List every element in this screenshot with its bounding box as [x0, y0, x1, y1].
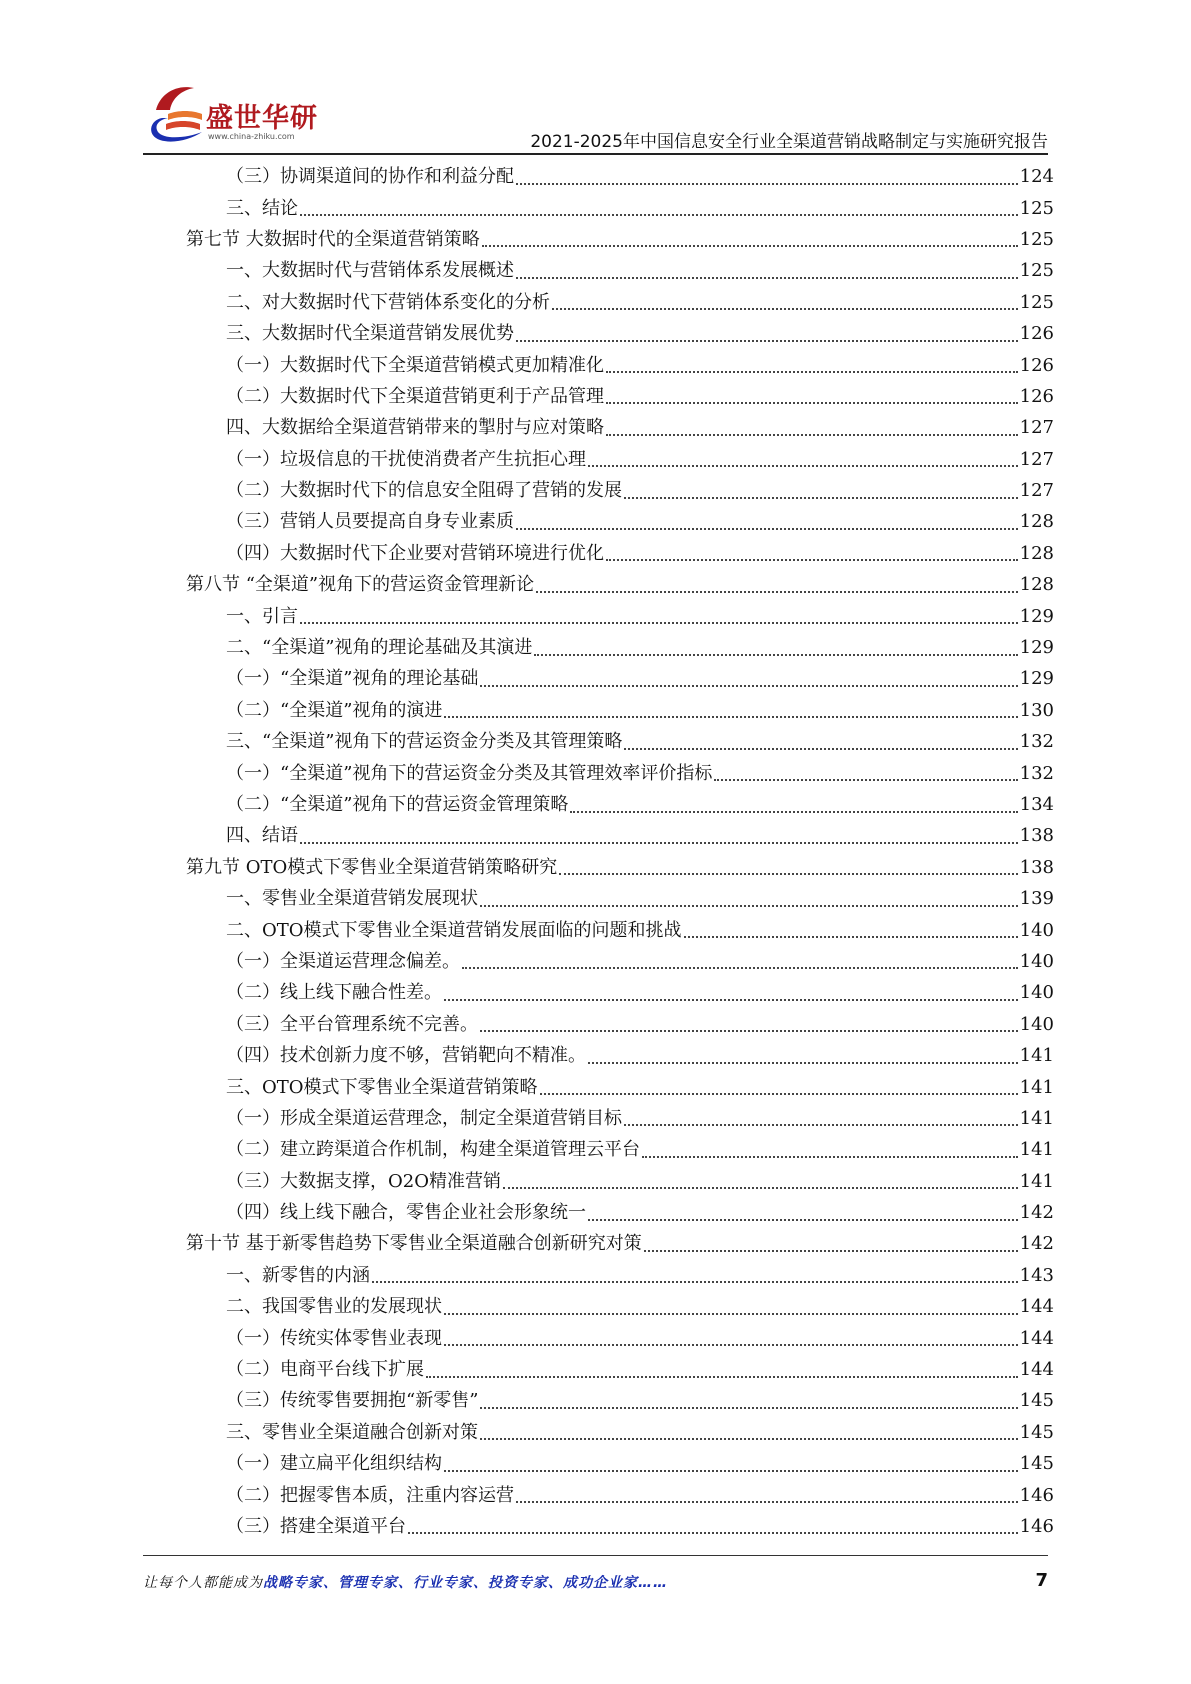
- toc-leader-dots: [480, 685, 1017, 687]
- toc-entry-page: 134: [1019, 794, 1054, 815]
- toc-entry-page: 143: [1019, 1264, 1054, 1286]
- toc-entry-page: 125: [1019, 228, 1054, 250]
- toc-entry-page: 140: [1019, 982, 1054, 1004]
- toc-leader-dots: [408, 1532, 1018, 1534]
- toc-entry-label: （四）大数据时代下企业要对营销环境进行优化: [226, 542, 604, 564]
- toc-entry[interactable]: [186, 1040, 1054, 1071]
- toc-entry[interactable]: [186, 852, 1054, 883]
- toc-entry-label: 二、对大数据时代下营销体系变化的分析: [226, 291, 550, 313]
- toc-leader-dots: [516, 528, 1018, 530]
- toc-leader-dots: [684, 936, 1018, 938]
- toc-entry-label: 三、“全渠道”视角下的营运资金分类及其管理策略: [226, 731, 623, 753]
- toc-entry-page: 126: [1019, 354, 1054, 376]
- report-title: 2021-2025年中国信息安全行业全渠道营销战略制定与实施研究报告: [530, 132, 1048, 152]
- toc-entry[interactable]: [186, 569, 1054, 600]
- toc-leader-dots: [570, 811, 1017, 813]
- toc-entry-label: （二）大数据时代下的信息安全阻碍了营销的发展: [226, 480, 622, 502]
- logo-text: 盛世华研: [206, 103, 318, 134]
- toc-leader-dots: [624, 748, 1017, 750]
- toc-entry-label: （一）“全渠道”视角的理论基础: [226, 668, 479, 690]
- toc-entry[interactable]: [186, 632, 1054, 663]
- toc-entry-label: （一）垃圾信息的干扰使消费者产生抗拒心理: [226, 448, 586, 470]
- toc-entry-label: （三）协调渠道间的协作和利益分配: [226, 166, 514, 188]
- toc-entry-label: 三、零售业全渠道融合创新对策: [226, 1421, 478, 1443]
- toc-entry-page: 146: [1019, 1515, 1054, 1537]
- toc-entry-page: 129: [1019, 605, 1054, 627]
- toc-entry-page: 132: [1019, 762, 1054, 784]
- toc-entry-label: （二）把握零售本质，注重内容运营: [226, 1484, 514, 1506]
- toc-entry-label: 一、引言: [226, 605, 298, 627]
- toc-entry-label: 一、大数据时代与营销体系发展概述: [226, 260, 514, 282]
- toc-entry-page: 128: [1019, 574, 1054, 596]
- toc-entry[interactable]: [186, 1197, 1054, 1228]
- toc-entry-page: 125: [1019, 260, 1054, 282]
- toc-entry-label: 三、结论: [226, 197, 298, 219]
- toc-entry-label: 第七节 大数据时代的全渠道营销策略: [186, 228, 480, 250]
- toc-leader-dots: [536, 591, 1018, 593]
- toc-leader-dots: [644, 1250, 1018, 1252]
- toc-entry-label: （一）建立扁平化组织结构: [226, 1453, 442, 1475]
- toc-entry-page: 127: [1019, 417, 1054, 439]
- toc-entry-label: （四）线上线下融合，零售企业社会形象统一: [226, 1202, 586, 1224]
- toc-entry-label: （一）传统实体零售业表现: [226, 1327, 442, 1349]
- toc-leader-dots: [444, 716, 1017, 718]
- toc-leader-dots: [480, 1438, 1018, 1440]
- toc-entry[interactable]: [186, 1071, 1054, 1102]
- toc-entry-page: 145: [1019, 1390, 1054, 1412]
- toc-entry-label: （二）电商平台线下扩展: [226, 1359, 424, 1381]
- toc-leader-dots: [606, 402, 1018, 404]
- toc-entry[interactable]: [186, 789, 1054, 820]
- footer-slogan-prefix: 让每个人都能成为: [143, 1575, 263, 1591]
- toc-leader-dots: [714, 779, 1017, 781]
- toc-entry-label: 二、OTO模式下零售业全渠道营销发展面临的问题和挑战: [226, 919, 682, 941]
- toc-entry-label: 第十节 基于新零售趋势下零售业全渠道融合创新研究对策: [186, 1233, 642, 1255]
- toc-entry-page: 144: [1019, 1359, 1054, 1381]
- toc-entry-label: 四、大数据给全渠道营销带来的掣肘与应对策略: [226, 417, 604, 439]
- toc-leader-dots: [624, 497, 1018, 499]
- toc-leader-dots: [588, 465, 1018, 467]
- toc-entry[interactable]: [186, 914, 1054, 945]
- toc-entry[interactable]: [186, 538, 1054, 569]
- toc-leader-dots: [480, 1407, 1017, 1409]
- toc-entry-label: （三）全平台管理系统不完善。: [226, 1013, 478, 1035]
- toc-entry-page: 140: [1019, 1013, 1054, 1035]
- toc-entry[interactable]: [186, 1479, 1054, 1510]
- toc-leader-dots: [534, 654, 1017, 656]
- toc-entry-page: 139: [1019, 888, 1054, 910]
- toc-entry-page: 128: [1019, 511, 1054, 533]
- logo-url: www.china-zhiku.com: [208, 132, 295, 141]
- toc-entry-page: 125: [1019, 197, 1054, 219]
- toc-entry-page: 132: [1019, 731, 1054, 753]
- toc-leader-dots: [480, 1030, 1018, 1032]
- toc-entry-label: 一、新零售的内涵: [226, 1264, 370, 1286]
- toc-leader-dots: [516, 277, 1018, 279]
- toc-entry-label: 一、零售业全渠道营销发展现状: [226, 888, 478, 910]
- toc-entry-page: 125: [1019, 291, 1054, 313]
- toc-leader-dots: [540, 1093, 1018, 1095]
- toc-leader-dots: [606, 434, 1018, 436]
- toc-entry-page: 129: [1019, 668, 1054, 690]
- toc-leader-dots: [444, 1344, 1018, 1346]
- toc-leader-dots: [516, 1501, 1018, 1503]
- toc-entry-label: （二）大数据时代下全渠道营销更利于产品管理: [226, 385, 604, 407]
- toc-leader-dots: [444, 1313, 1018, 1315]
- toc-entry-page: 127: [1019, 480, 1054, 502]
- toc-entry[interactable]: [186, 726, 1054, 757]
- toc-leader-dots: [444, 999, 1018, 1001]
- toc-entry-label: （一）全渠道运营理念偏差。: [226, 950, 460, 972]
- toc-entry-page: 126: [1019, 323, 1054, 345]
- toc-entry[interactable]: [186, 506, 1054, 537]
- toc-leader-dots: [559, 873, 1017, 875]
- toc-entry[interactable]: [186, 287, 1054, 318]
- toc-entry[interactable]: [186, 318, 1054, 349]
- toc-leader-dots: [300, 842, 1018, 844]
- toc-entry-label: 三、OTO模式下零售业全渠道营销策略: [226, 1076, 538, 1098]
- toc-entry-page: 140: [1019, 919, 1054, 941]
- toc-entry-page: 141: [1019, 1139, 1054, 1161]
- footer-slogan-highlight: 战略专家、管理专家、行业专家、投资专家、成功企业家……: [263, 1575, 668, 1591]
- toc-entry-label: （三）搭建全渠道平台: [226, 1515, 406, 1537]
- toc-entry-page: 126: [1019, 385, 1054, 407]
- toc-entry-page: 130: [1019, 699, 1054, 721]
- toc-entry-page: 124: [1019, 166, 1054, 188]
- toc-leader-dots: [300, 622, 1018, 624]
- toc-entry[interactable]: [186, 1009, 1054, 1040]
- toc-leader-dots: [300, 214, 1018, 216]
- toc-leader-dots: [372, 1281, 1018, 1283]
- toc-leader-dots: [624, 1124, 1018, 1126]
- toc-entry-label: （三）传统零售要拥抱“新零售”: [226, 1390, 479, 1412]
- toc-entry[interactable]: [186, 475, 1054, 506]
- toc-entry[interactable]: [186, 757, 1054, 788]
- toc-entry-label: 二、“全渠道”视角的理论基础及其演进: [226, 637, 533, 659]
- toc-entry[interactable]: [186, 883, 1054, 914]
- toc-entry-label: （二）线上线下融合性差。: [226, 982, 442, 1004]
- toc-entry[interactable]: [186, 977, 1054, 1008]
- toc-entry[interactable]: [186, 1260, 1054, 1291]
- toc-entry-label: （二）“全渠道”视角的演进: [226, 699, 443, 721]
- table-of-contents: [186, 161, 1054, 1542]
- toc-entry[interactable]: [186, 1228, 1054, 1259]
- toc-entry[interactable]: [186, 1448, 1054, 1479]
- page-header: [0, 0, 1191, 160]
- toc-entry-label: （四）技术创新力度不够，营销靶向不精准。: [226, 1045, 586, 1067]
- toc-entry[interactable]: [186, 695, 1054, 726]
- toc-entry-page: 140: [1019, 950, 1054, 972]
- toc-entry[interactable]: [186, 1417, 1054, 1448]
- toc-entry[interactable]: [186, 255, 1054, 286]
- toc-entry-page: 144: [1019, 1327, 1054, 1349]
- toc-entry-label: （三）营销人员要提高自身专业素质: [226, 511, 514, 533]
- toc-entry-page: 138: [1019, 856, 1054, 878]
- toc-entry[interactable]: [186, 1103, 1054, 1134]
- header-divider: [143, 153, 1048, 155]
- toc-entry-label: 三、大数据时代全渠道营销发展优势: [226, 323, 514, 345]
- toc-entry-label: 第九节 OTO模式下零售业全渠道营销策略研究: [186, 856, 558, 878]
- toc-leader-dots: [606, 559, 1018, 561]
- toc-entry[interactable]: [186, 349, 1054, 380]
- toc-entry-page: 142: [1019, 1202, 1054, 1224]
- toc-entry-label: （二）“全渠道”视角下的营运资金管理策略: [226, 794, 569, 815]
- toc-leader-dots: [552, 308, 1018, 310]
- toc-entry-label: 第八节 “全渠道”视角下的营运资金管理新论: [186, 574, 535, 596]
- toc-leader-dots: [516, 183, 1018, 185]
- toc-entry[interactable]: [186, 412, 1054, 443]
- toc-entry[interactable]: [186, 820, 1054, 851]
- toc-entry[interactable]: [186, 1166, 1054, 1197]
- toc-entry[interactable]: [186, 381, 1054, 412]
- toc-entry[interactable]: [186, 1322, 1054, 1353]
- toc-leader-dots: [588, 1219, 1018, 1221]
- toc-leader-dots: [503, 1187, 1018, 1189]
- toc-entry-page: 127: [1019, 448, 1054, 470]
- toc-leader-dots: [480, 905, 1018, 907]
- toc-entry-page: 141: [1019, 1076, 1054, 1098]
- toc-entry-page: 141: [1019, 1107, 1054, 1129]
- toc-entry[interactable]: [186, 1385, 1054, 1416]
- toc-leader-dots: [642, 1156, 1018, 1158]
- toc-entry-page: 138: [1019, 825, 1054, 847]
- toc-entry[interactable]: [186, 1511, 1054, 1542]
- footer-slogan: [143, 1572, 668, 1592]
- toc-entry-label: （一）大数据时代下全渠道营销模式更加精准化: [226, 354, 604, 376]
- toc-entry-label: 四、结语: [226, 825, 298, 847]
- toc-entry[interactable]: [186, 224, 1054, 255]
- toc-entry[interactable]: [186, 444, 1054, 475]
- toc-entry-page: 146: [1019, 1484, 1054, 1506]
- page-footer: [143, 1572, 1048, 1602]
- toc-entry[interactable]: [186, 1354, 1054, 1385]
- toc-entry[interactable]: [186, 600, 1054, 631]
- toc-leader-dots: [606, 371, 1018, 373]
- toc-leader-dots: [588, 1062, 1018, 1064]
- toc-entry-page: 141: [1019, 1045, 1054, 1067]
- toc-entry-page: 129: [1019, 637, 1054, 659]
- toc-leader-dots: [482, 245, 1018, 247]
- toc-entry-label: （一）形成全渠道运营理念，制定全渠道营销目标: [226, 1107, 622, 1129]
- toc-entry-label: 二、我国零售业的发展现状: [226, 1296, 442, 1318]
- toc-leader-dots: [426, 1376, 1018, 1378]
- toc-leader-dots: [444, 1470, 1018, 1472]
- toc-entry[interactable]: [186, 192, 1054, 223]
- toc-leader-dots: [516, 340, 1018, 342]
- toc-entry-page: 128: [1019, 542, 1054, 564]
- page-number: 7: [1035, 1570, 1048, 1591]
- toc-entry[interactable]: [186, 1291, 1054, 1322]
- toc-entry-page: 144: [1019, 1296, 1054, 1318]
- toc-entry-page: 142: [1019, 1233, 1054, 1255]
- toc-entry-page: 145: [1019, 1453, 1054, 1475]
- toc-entry[interactable]: [186, 1134, 1054, 1165]
- toc-entry-label: （二）建立跨渠道合作机制，构建全渠道管理云平台: [226, 1139, 640, 1161]
- toc-entry[interactable]: [186, 663, 1054, 694]
- toc-entry-label: （一）“全渠道”视角下的营运资金分类及其管理效率评价指标: [226, 762, 713, 784]
- toc-entry[interactable]: [186, 946, 1054, 977]
- footer-divider: [143, 1555, 1048, 1556]
- toc-entry-page: 145: [1019, 1421, 1054, 1443]
- toc-entry-page: 141: [1019, 1170, 1054, 1192]
- toc-entry[interactable]: [186, 161, 1054, 192]
- toc-leader-dots: [462, 967, 1018, 969]
- toc-entry-label: （三）大数据支撑，O2O精准营销: [226, 1170, 501, 1192]
